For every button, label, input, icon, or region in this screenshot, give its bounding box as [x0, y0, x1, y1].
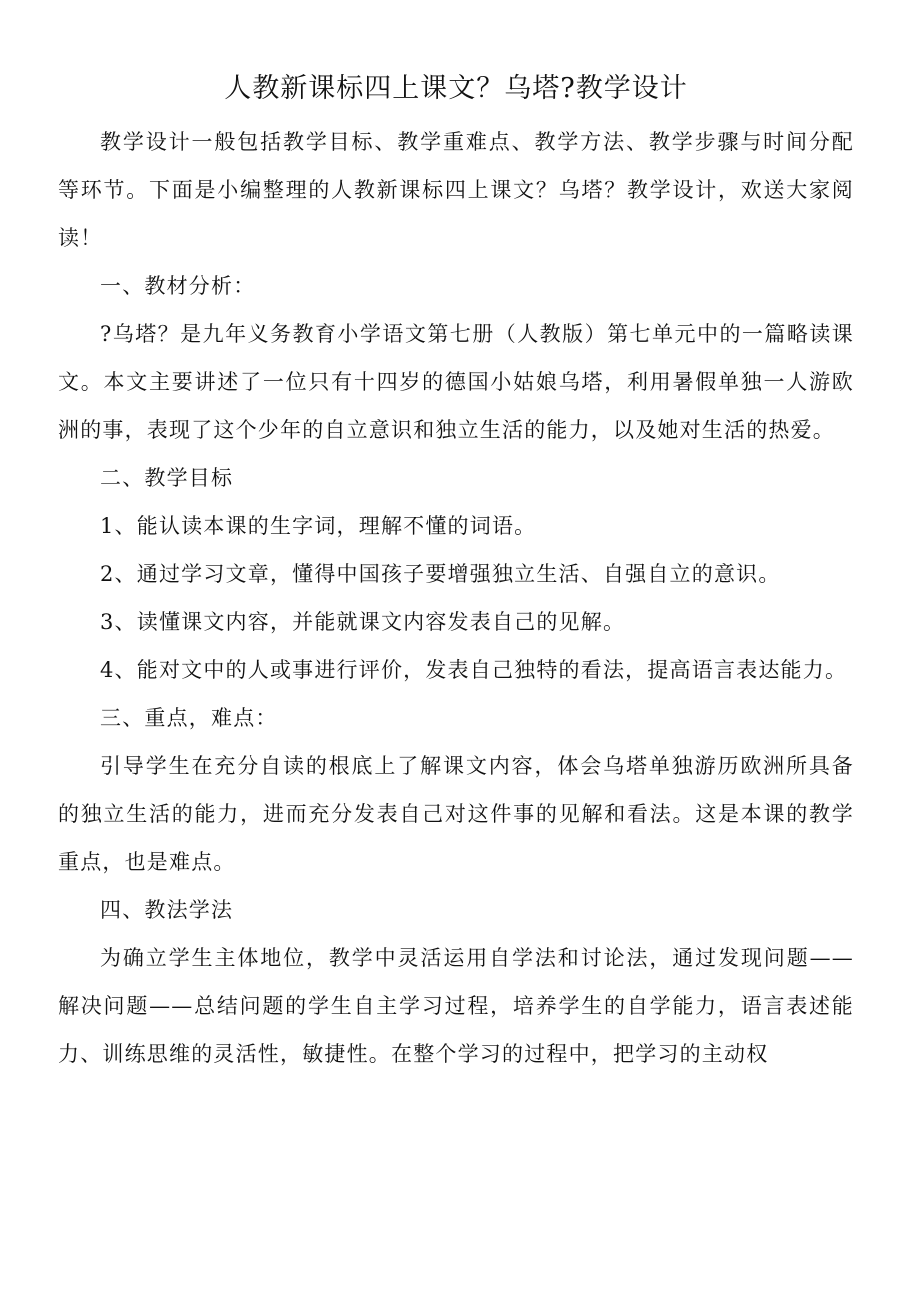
teaching-goal-item: 3、读懂课文内容，并能就课文内容发表自己的见解。 [100, 610, 626, 634]
teaching-goal-item: 1、能认读本课的生字词，理解不懂的词语。 [100, 514, 537, 538]
intro-paragraph: 教学设计一般包括教学目标、教学重难点、教学方法、教学步骤与时间分配等环节。下面是小编整理的人教新课标四上课文？乌塔？教学设计，欢送大家阅读！ [58, 130, 854, 250]
key-points-paragraph: 引导学生在充分自读的根底上了解课文内容，体会乌塔单独游历欧洲所具备的独立生活的能力，进而充分发表自己对这件事的见解和看法。这是本课的教学重点，也是难点。 [58, 754, 854, 874]
teaching-methods-paragraph: 为确立学生主体地位，教学中灵活运用自学法和讨论法，通过发现问题——解决问题——总结问题的学生自主学习过程，培养学生的自学能力，语言表述能力、训练思维的灵活性，敏捷性。在整个学习的过程中，把学习的主动权 [58, 946, 854, 1066]
section-heading-textbook-analysis: 一、教材分析： [100, 274, 256, 298]
textbook-analysis-paragraph: ?乌塔？是九年义务教育小学语文第七册（人教版）第七单元中的一篇略读课文。本文主要讲述了一位只有十四岁的德国小姑娘乌塔，利用暑假单独一人游欧洲的事，表现了这个少年的自立意识和独立生活的能力，以及她对生活的热爱。 [58, 322, 854, 442]
teaching-goal-item: 2、通过学习文章，懂得中国孩子要增强独立生活、自强自立的意识。 [100, 562, 781, 586]
section-heading-teaching-goals: 二、教学目标 [100, 466, 234, 490]
section-heading-teaching-methods: 四、教法学法 [100, 898, 234, 922]
document-title: 人教新课标四上课文？乌塔?教学设计 [224, 73, 688, 104]
teaching-goal-item: 4、能对文中的人或事进行评价，发表自己独特的看法，提高语言表达能力。 [100, 658, 848, 682]
document-page [58, 68, 854, 1078]
section-heading-key-points: 三、重点，难点： [100, 706, 278, 730]
